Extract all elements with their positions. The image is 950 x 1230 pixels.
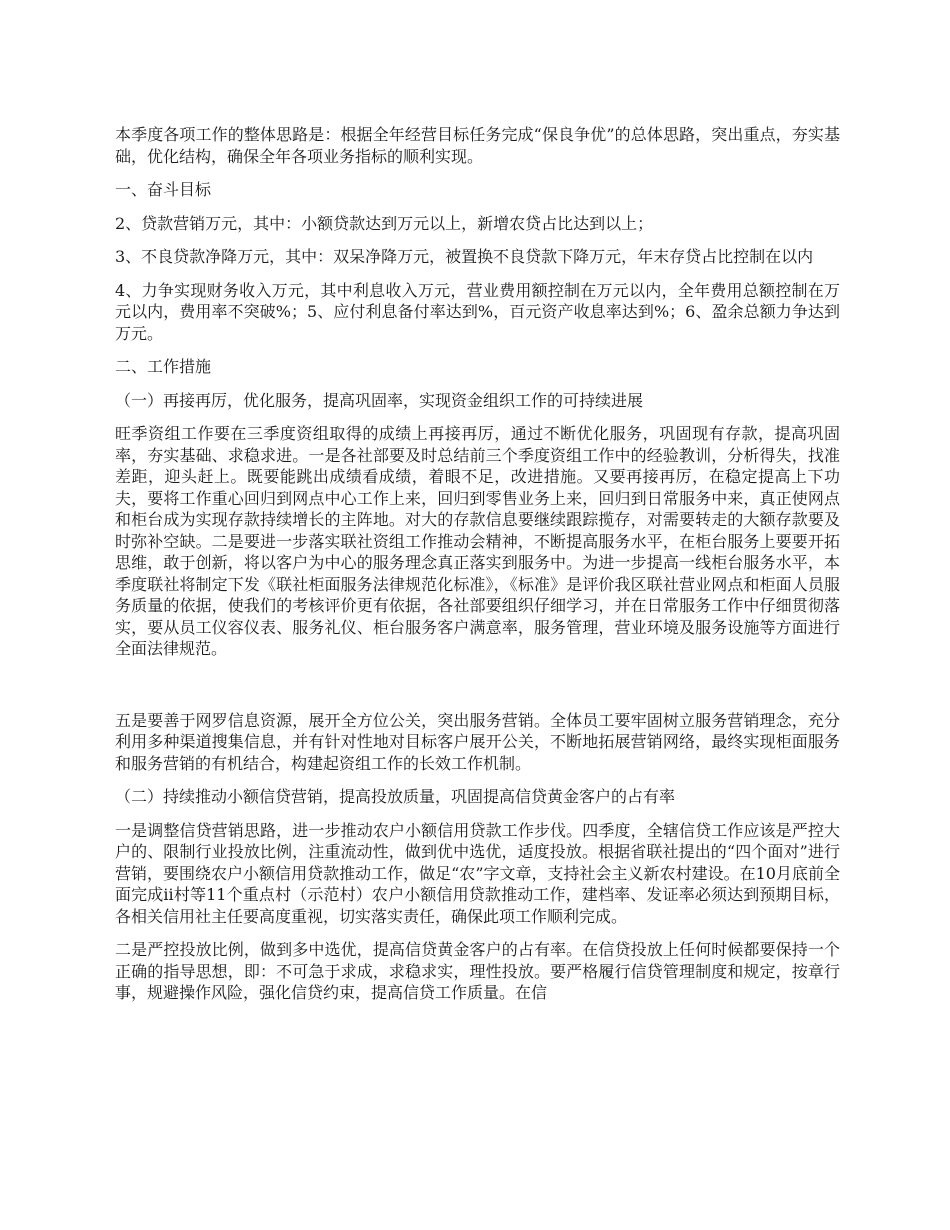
document-body [115,124,840,1016]
goal-item-3: 3、不良贷款净降万元，其中：双呆净降万元，被置换不良贷款下降万元，年末存贷占比控制在以内 [115,247,814,266]
credit-paragraph-2: 二是严控投放比例，做到多中选优，提高信贷黄金客户的占有率。在信贷投放上任何时候都要保持一个正确的指导思想，即：不可急于求成，求稳求实，理性投放。要严格履行信贷管理制度和规定，按章行事，规避操作风险，强化信贷约束，提高信贷工作质量。在信 [115,940,840,1002]
paragraph-gap [115,672,840,710]
subheading-credit: （二）持续推动小额信贷营销，提高投放质量，巩固提高信贷黄金客户的占有率 [115,787,676,806]
service-marketing-paragraph: 五是要善于网罗信息资源，展开全方位公关，突出服务营销。全体员工要牢固树立服务营销理念，充分利用多种渠道搜集信息，并有针对性地对目标客户展开公关，不断地拓展营销网络，最终实现柜面服务和服务营销的有机结合，构建起资组工作的长效工作机制。 [115,710,840,773]
goal-item-4: 4、力争实现财务收入万元，其中利息收入万元，营业费用额控制在万元以内，全年费用总额控制在万元以内，费用率不突破%；5、应付利息备付率达到%，百元资产收息率达到%；6、盈余总额力争达到万元。 [115,280,840,343]
section-heading-measures: 二、工作措施 [115,357,212,376]
goal-item-2: 2、贷款营销万元，其中：小额贷款达到万元以上，新增农贷占比达到以上； [115,213,654,233]
deposit-paragraph: 旺季资组工作要在三季度资组取得的成绩上再接再厉，通过不断优化服务，巩固现有存款，提高巩固率，夯实基础、求稳求进。一是各社部要及时总结前三个季度资组工作中的经验教训，分析得失，找准差距，迎头赶上。既要能跳出成绩看成绩，着眼不足，改进措施。又要再接再厉，在稳定提高上下功夫，要将工作重心回归到网点中心工作上来，回归到零售业务上来，回归到日常服务中来，真正使网点和柜台成为实现存款持续增长的主阵地。对大的存款信息要继续跟踪揽存，对需要转走的大额存款要及时弥补空缺。二是要进一步落实联社资组工作推动会精神，不断提高服务水平，在柜台服务上要要开拓思维，敢于创新，将以客户为中心的服务理念真正落实到服务中。为进一步提高一线柜台服务水平，本季度联社将制定下发《联社柜面服务法律规范化标准》，《标准》是评价我区联社营业网点和柜面人员服务质量的依据，使我们的考核评价更有依据，各社部要组织仔细学习，并在日常服务工作中仔细贯彻落实，要从员工仪容仪表、服务礼仪、柜台服务客户满意率，服务管理，营业环境及服务设施等方面进行全面法律规范。 [115,424,840,658]
section-heading-goals: 一、奋斗目标 [115,180,212,199]
credit-paragraph-1: 一是调整信贷营销思路，进一步推动农户小额信用贷款工作步伐。四季度，全辖信贷工作应该是严控大户的、限制行业投放比例，注重流动性，做到优中选优，适度投放。根据省联社提出的“四个面对”进行营销，要围绕农户小额信用贷款推动工作，做足“农”字文章，支持社会主义新农村建设。在10月底前全面完成ii村等11个重点村（示范村）农户小额信用贷款推动工作，建档率、发证率必须达到预期目标，各相关信用社主任要高度重视，切实落实责任，确保此项工作顺利完成。 [115,820,840,926]
intro-paragraph: 本季度各项工作的整体思路是：根据全年经营目标任务完成“保良争优”的总体思路，突出重点，夯实基础，优化结构，确保全年各项业务指标的顺利实现。 [115,125,840,166]
subheading-deposit: （一）再接再厉，优化服务，提高巩固率，实现资金组织工作的可持续进展 [115,390,644,410]
